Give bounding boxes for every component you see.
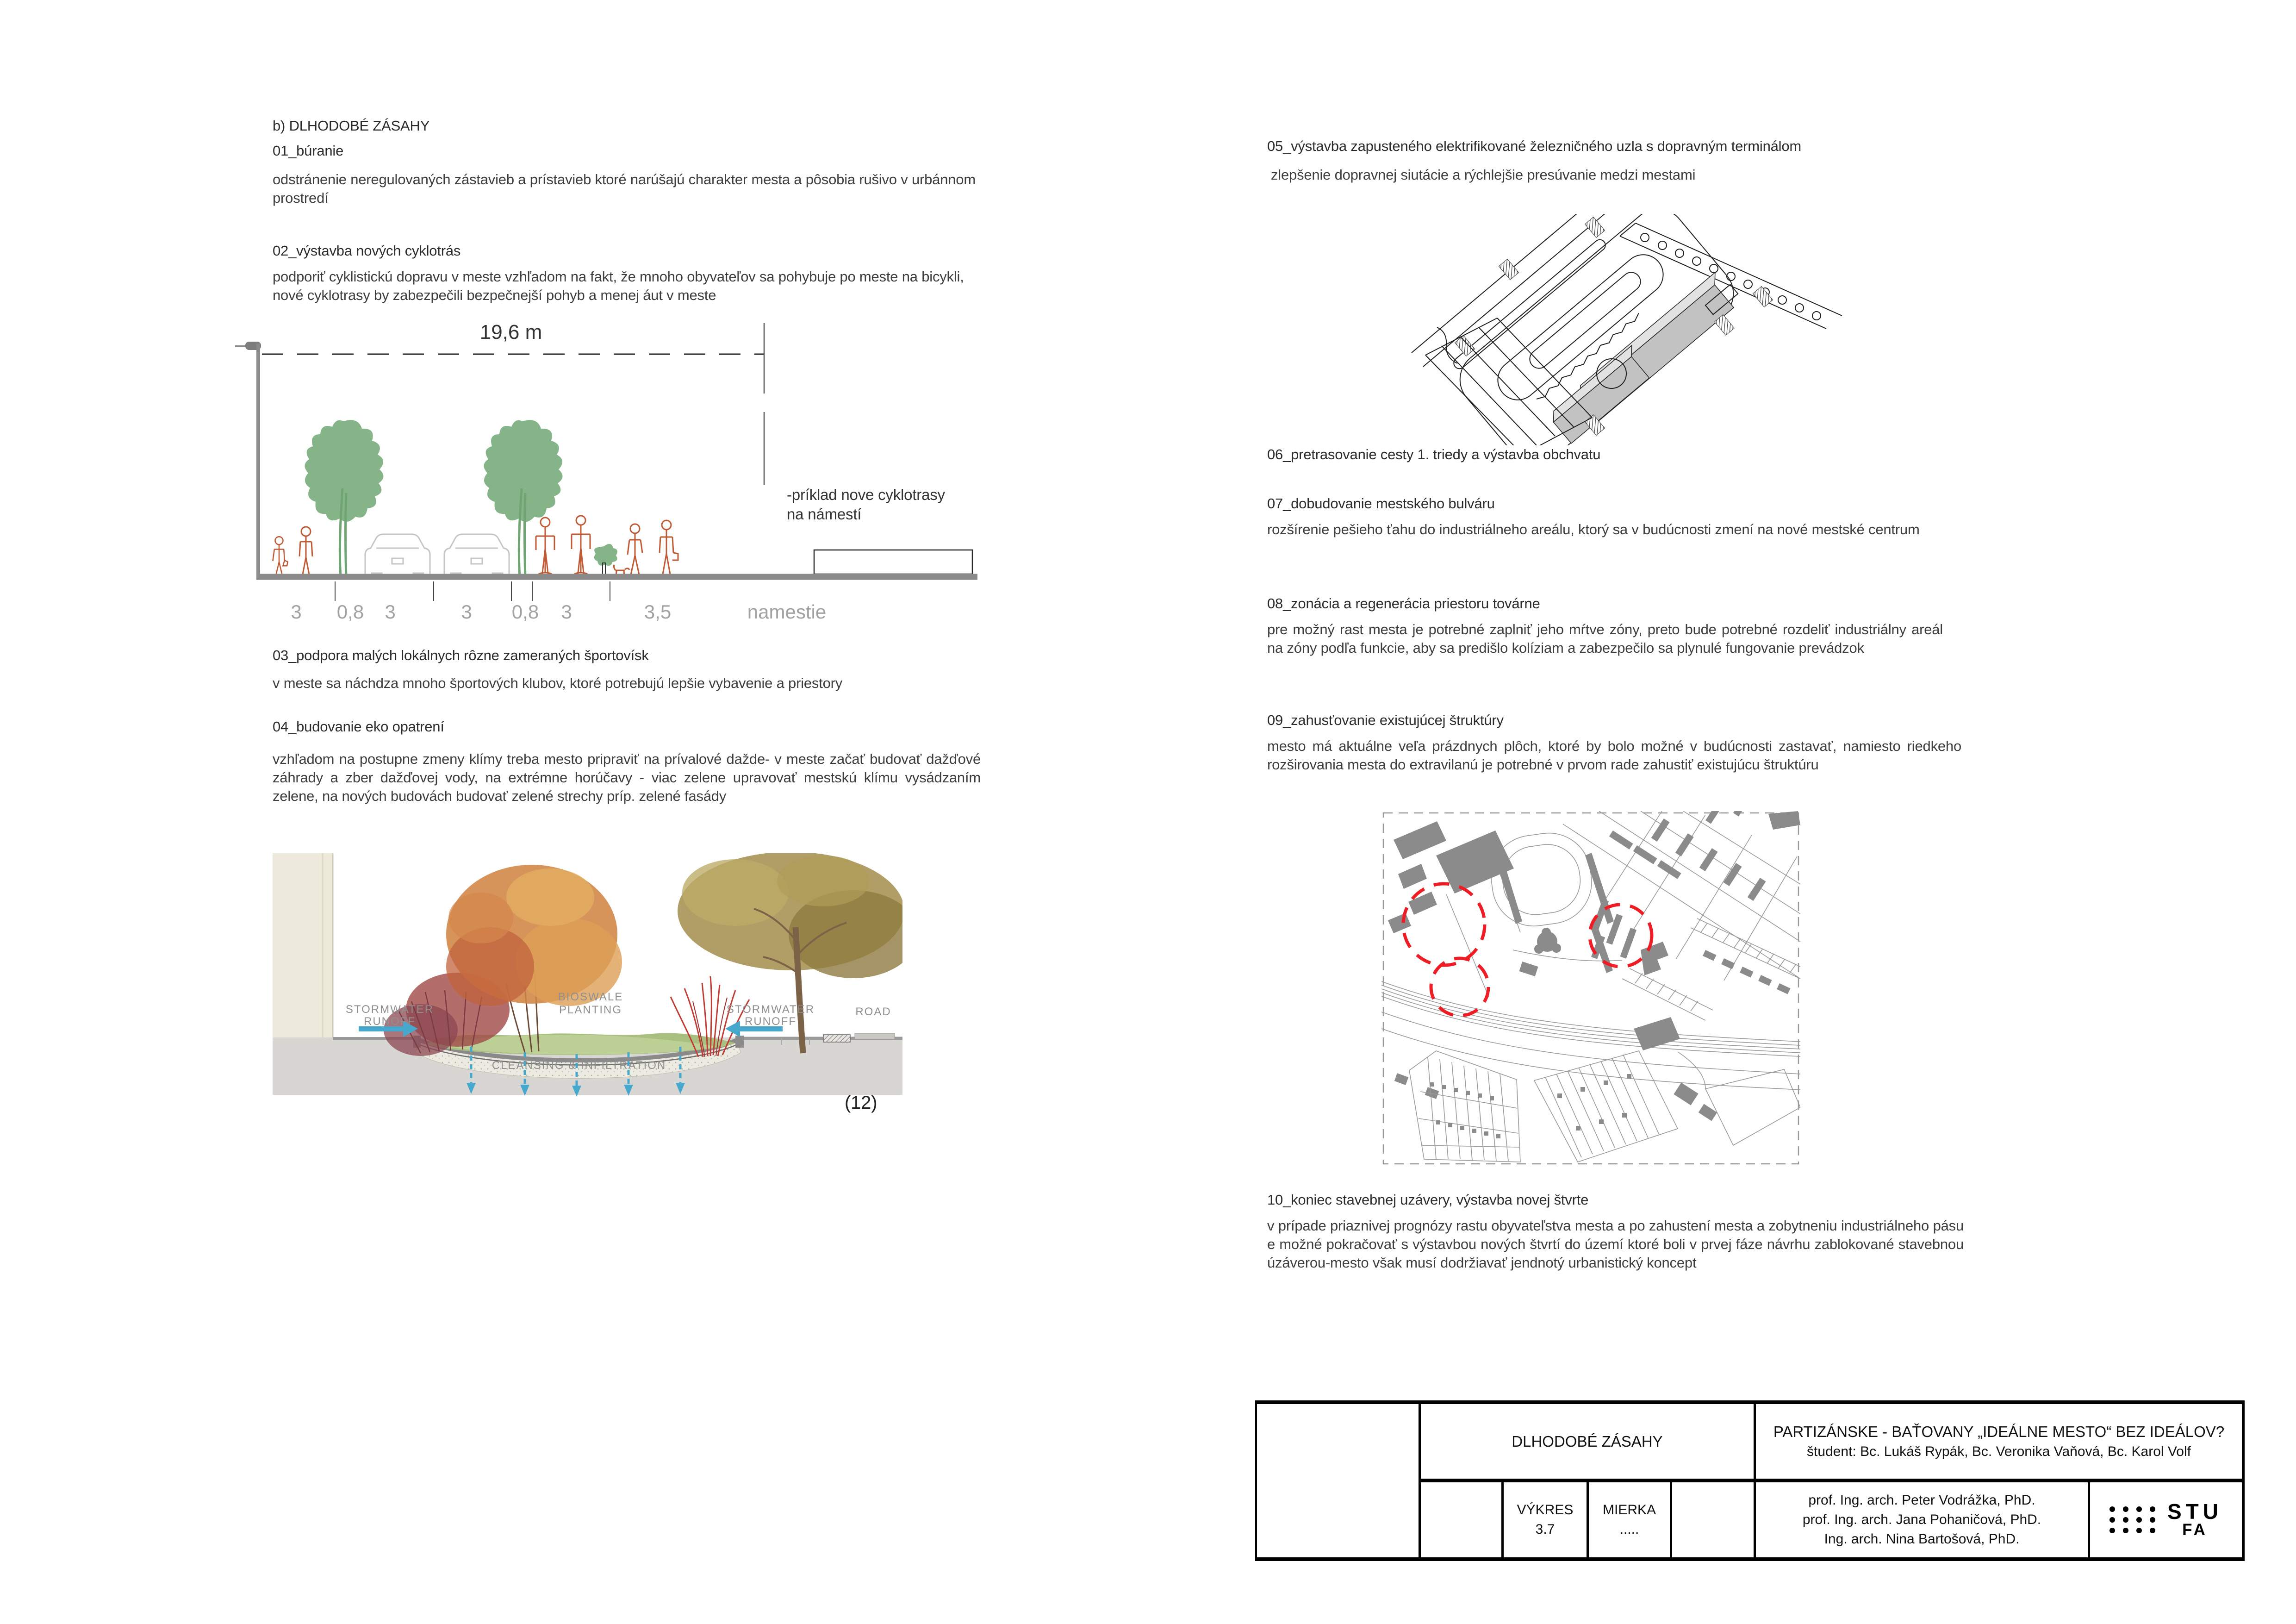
supervisors-cell [1756,1482,2088,1557]
vykres-label: VÝKRES [1517,1502,1574,1518]
field-outlines [1678,1052,1800,1145]
road-label: ROAD [855,1006,891,1018]
densification-circle [1403,884,1485,965]
section-01-body: odstránenie neregulovaných zástavieb a prístavieb ktoré narúšajú charakter mesta a pôsobia rušivo v urbánnom prostredí [273,171,976,206]
cleansing-label: CLEANSING & INFILTRATION [492,1059,666,1072]
students-line: študent: Bc. Lukáš Rypák, Bc. Veronika Vaňová, Bc. Karol Volf [1807,1443,2191,1459]
page-heading: b) DLHODOBÉ ZÁSAHY [273,118,430,134]
titleblock-border-bottom [1255,1557,2245,1561]
figure-caption: (12) [845,1093,877,1113]
car-outline [444,534,509,577]
planting-label: PLANTING [559,1004,622,1016]
bench-outline [814,550,972,574]
stu-logo-dots [2109,1506,2155,1533]
track-lines [1412,214,1613,367]
densification-circle [1431,958,1488,1016]
supervisor-line: Ing. arch. Nina Bartošová, PhD. [1824,1531,2020,1547]
stormwater-label: STORMWATER [345,1003,434,1016]
section-03-body: v meste sa náchdza mnoho športových klubov, ktoré potrebujú lepšie vybavenie a priestory [273,675,843,691]
cyclist-figure [572,516,590,577]
curb-slab [855,1033,895,1039]
width-label: 3 [461,601,472,623]
section-08-title: 08_zonácia a regenerácia priestoru továrne [1267,595,1540,612]
section-09-body: mesto má aktuálne veľa prázdnych plôch, ktoré by bolo možné v budúcnosti zastavať, namiesto riedkeho rozširovania mesta do extravilanú je potrebné v prvom rade zahustiť existujúcu štruktúru [1267,738,1961,773]
section-03-title: 03_podpora malých lokálnych rôzne zameraných športovísk [273,647,649,663]
section-09-title: 09_zahusťovanie existujúcej štruktúry [1267,712,1504,728]
section-05-body: zlepšenie dopravnej siutácie a rýchlejšie presúvanie medzi mestami [1271,167,1696,183]
stu-logo-text: STU [2167,1499,2222,1524]
section-06-title: 06_pretrasovanie cesty 1. triedy a výstavba obchvatu [1267,446,1601,462]
drawing-set-cell [1421,1404,1754,1479]
dimension-ticks [335,581,610,601]
title-block [1255,1400,2245,1561]
project-title-cell [1756,1404,2242,1479]
cyclist-figure [536,518,554,577]
railway-axonometric-drawing [1384,214,1976,445]
parcel-grid [1534,1051,1678,1162]
shrub-icon [594,544,617,577]
titleblock-border-top [1255,1400,2245,1404]
titleblock-row-divider [1419,1479,2245,1482]
section-08-body: pre možný rast mesta je potrebné zaplniť jeho mŕtve zóny, preto bude potrebné rozdeliť industriálny areál na zóny podľa funkcie, aby sa predišlo kolíziam a zabezpečilo sa plynulé fungovanie prevádzok [1267,621,1943,656]
parcel-grid [1409,1051,1520,1162]
street-section-diagram [185,315,981,639]
pedestrian-figure [660,520,678,577]
section-01-title: 01_búranie [273,143,344,159]
logo-cell [2090,1482,2242,1557]
width-label: 0,8 [511,601,539,623]
runoff-label: RUNOFF [745,1015,796,1028]
building-wall [273,853,333,1037]
bioswale-illustration [273,853,902,1101]
bioswale-label: BIOSWALE [558,991,623,1003]
width-label: 3,5 [644,601,672,623]
mierka-cell [1589,1482,1670,1557]
drain-grate [823,1035,850,1042]
stormwater-label: STORMWATER [726,1003,815,1016]
section-07-body: rozšírenie pešieho ťahu do industriálneho areálu, ktorý sa v budúcnosti zmení na nové mestské centrum [1267,521,1920,537]
width-label: 3 [291,601,302,623]
square-label: namestie [747,601,827,623]
supervisor-line: prof. Ing. arch. Jana Pohaničová, PhD. [1802,1512,2041,1527]
section-04-title: 04_budovanie eko opatrení [273,718,444,735]
section-note: -príklad nove cyklotrasy na námestí [787,486,945,523]
mierka-value: ..... [1619,1522,1639,1537]
pedestrian-with-dog-figure [614,524,642,577]
section-04-body: vzhľadom na postupne zmeny klímy treba mesto pripraviť na prívalové dažde- v meste začať budovať dažďové záhrady a zber dažďovej vody, na extrémne horúčavy - viac zelene upravovať mestskú klímu vysádzaním zelene, na nových budovách budovať zelené strechy príp. zelené fasády [273,751,981,804]
width-label: 3 [561,601,572,623]
section-10-title: 10_koniec stavebnej uzávery, výstavba novej štvrte [1267,1192,1589,1208]
city-map [1381,811,1800,1166]
tree-row [1620,223,1842,329]
drawing-set-label: DLHODOBÉ ZÁSAHY [1512,1432,1663,1450]
width-label: 3 [385,601,396,623]
vykres-number: 3.7 [1535,1522,1555,1537]
pedestrian-figure [273,537,287,577]
car-outline [365,534,430,577]
mierka-label: MIERKA [1602,1502,1656,1518]
stu-fa-logo [2109,1501,2222,1538]
pedestrian-figure [299,527,312,577]
width-label: 0,8 [336,601,364,623]
section-10-body: v prípade priaznivej prognózy rastu obyvateľstva mesta a po zahustení mesta a zobytneniu industriálneho pásu e možné pokračovať s výstavbou nových štvrtí do území ktoré boli v prvej fáze návrhu zablokované stavebnou úzáverou-mesto však musí dodržiavať jendnotý urbanistický koncept [1267,1218,1964,1271]
total-width-dimension: 19,6 m [479,321,542,344]
supervisor-line: prof. Ing. arch. Peter Vodrážka, PhD. [1808,1493,2035,1508]
section-02-body: podporiť cyklistickú dopravu v meste vzhľadom na fakt, že mnoho obyvateľov sa pohybuje po meste na bicykli, nové cyklotrasy by zabezpečili bezpečnejší pohyb a menej áut v meste [273,269,964,303]
section-02-title: 02_výstavba nových cyklotrás [273,243,461,259]
titleblock-border-left [1255,1400,1257,1561]
railway-lines [1381,981,1800,1090]
section-05-title: 05_výstavba zapusteného elektrifikované železničného uzla s dopravným terminálom [1267,138,1802,154]
section-07-title: 07_dobudovanie mestského bulváru [1267,495,1495,512]
runoff-label: RUNOFF [364,1015,416,1028]
vykres-cell [1504,1482,1587,1557]
project-title: PARTIZÁNSKE - BAŤOVANY „IDEÁLNE MESTO“ BEZ IDEÁLOV? [1773,1423,2225,1440]
fa-logo-text: FA [2182,1521,2208,1539]
